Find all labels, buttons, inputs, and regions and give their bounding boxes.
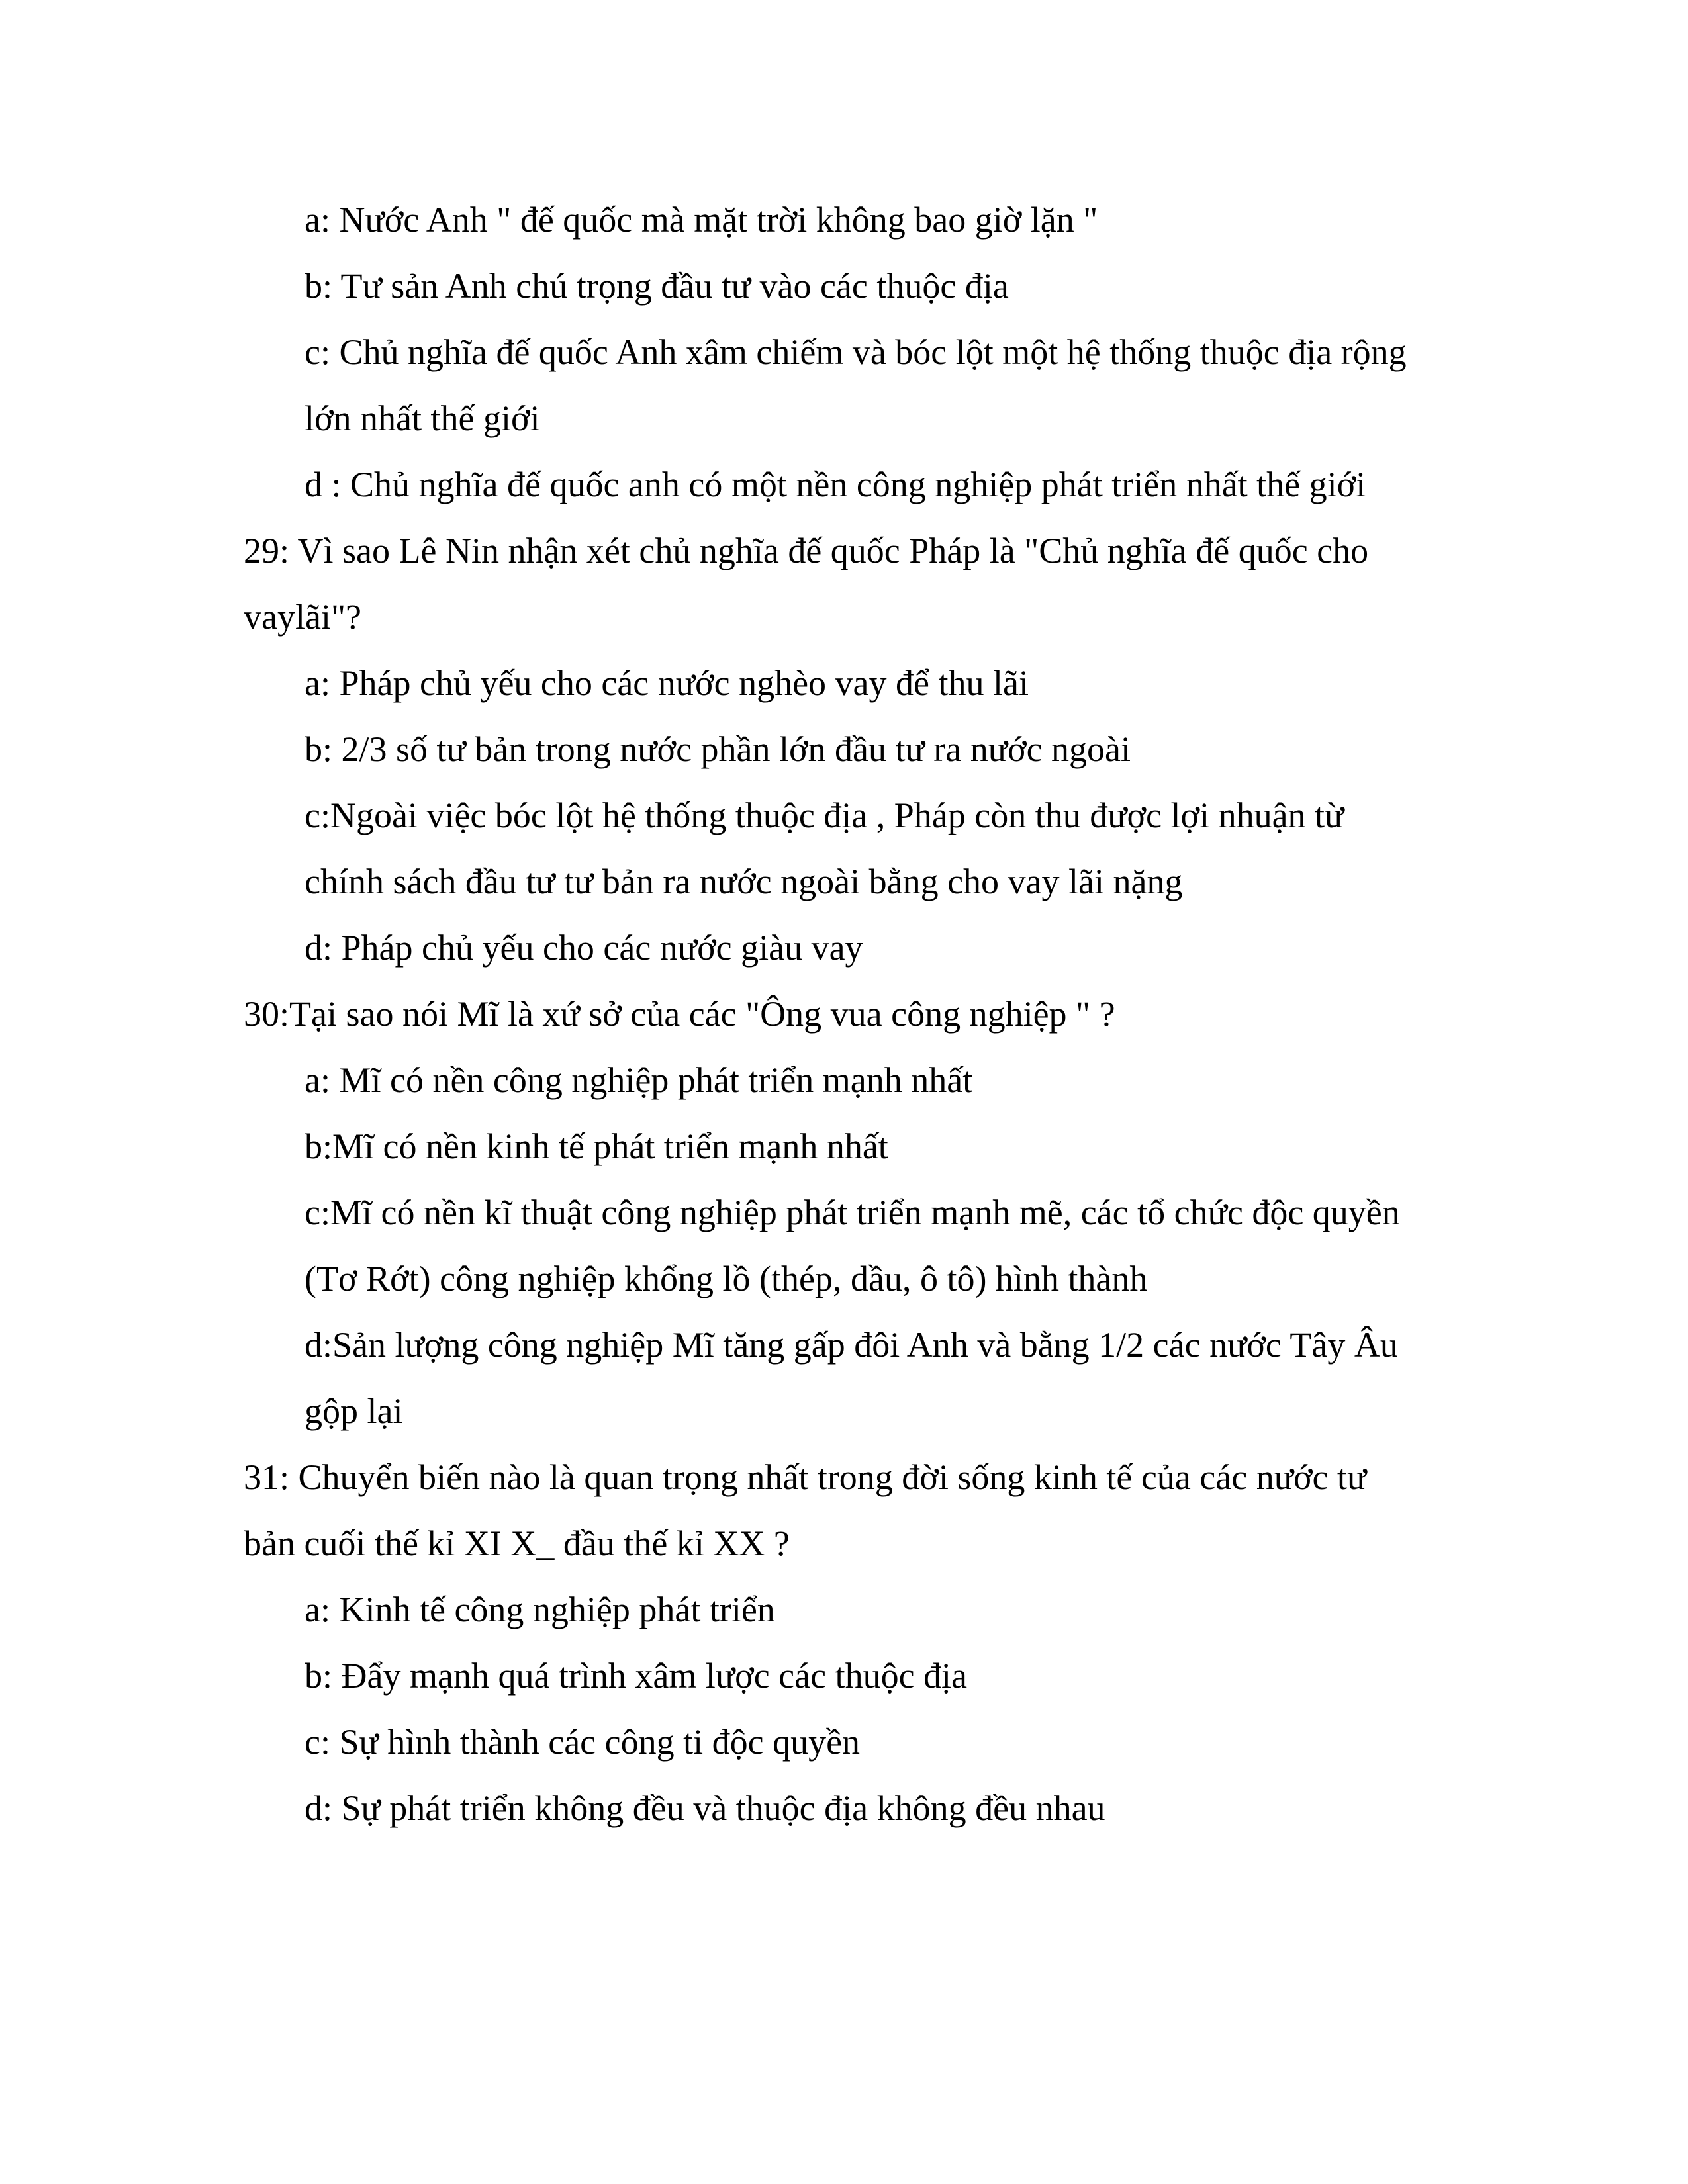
q30-option-d: d:Sản lượng công nghiệp Mĩ tăng gấp đôi Anh và bằng 1/2 các nước Tây Âu gộp lại [305,1325,1398,1431]
q28-option-a: a: Nước Anh " đế quốc mà mặt trời không bao giờ lặn " [305,200,1098,240]
q29-option-b: b: 2/3 số tư bản trong nước phần lớn đầu tư ra nước ngoài [305,729,1131,769]
q28-option-c: c: Chủ nghĩa đế quốc Anh xâm chiếm và bóc lột một hệ thống thuộc địa rộng lớn nhất thế giới [305,332,1407,438]
q31-option-a: a: Kinh tế công nghiệp phát triển [305,1590,775,1629]
q29-option-a: a: Pháp chủ yếu cho các nước nghèo vay để thu lãi [305,663,1029,703]
question-28-block [244,187,1448,518]
question-30-block [244,981,1448,1444]
q28-option-b: b: Tư sản Anh chú trọng đầu tư vào các thuộc địa [305,266,1009,306]
q30-option-b: b:Mĩ có nền kinh tế phát triển mạnh nhất [305,1126,888,1166]
q29-question: 29: Vì sao Lê Nin nhận xét chủ nghĩa đế quốc Pháp là "Chủ nghĩa đế quốc cho vaylãi"? [244,531,1369,637]
q30-option-a: a: Mĩ có nền công nghiệp phát triển mạnh nhất [305,1060,973,1100]
q28-option-d: d : Chủ nghĩa đế quốc anh có một nền công nghiệp phát triển nhất thế giới [305,465,1366,504]
quiz-content [244,187,1448,1841]
q29-option-c: c:Ngoài việc bóc lột hệ thống thuộc địa , Pháp còn thu được lợi nhuận từ chính sách đầu tư tư bản ra nước ngoài bằng cho vay lãi nặng [305,796,1344,901]
q30-question: 30:Tại sao nói Mĩ là xứ sở của các "Ông vua công nghiệp " ? [244,994,1115,1034]
question-29-block [244,518,1448,981]
q31-question: 31: Chuyển biến nào là quan trọng nhất trong đời sống kinh tế của các nước tư bản cuối thế kỉ XI X_ đầu thế kỉ XX ? [244,1457,1367,1563]
question-31-block [244,1444,1448,1841]
q31-option-b: b: Đẩy mạnh quá trình xâm lược các thuộc địa [305,1656,968,1696]
q30-option-c: c:Mĩ có nền kĩ thuật công nghiệp phát triển mạnh mẽ, các tổ chức độc quyền (Tơ Rớt) công nghiệp khổng lồ (thép, dầu, ô tô) hình thành [305,1193,1400,1298]
q31-option-d: d: Sự phát triển không đều và thuộc địa không đều nhau [305,1788,1105,1828]
q29-option-d: d: Pháp chủ yếu cho các nước giàu vay [305,928,863,968]
q31-option-c: c: Sự hình thành các công ti độc quyền [305,1722,861,1762]
